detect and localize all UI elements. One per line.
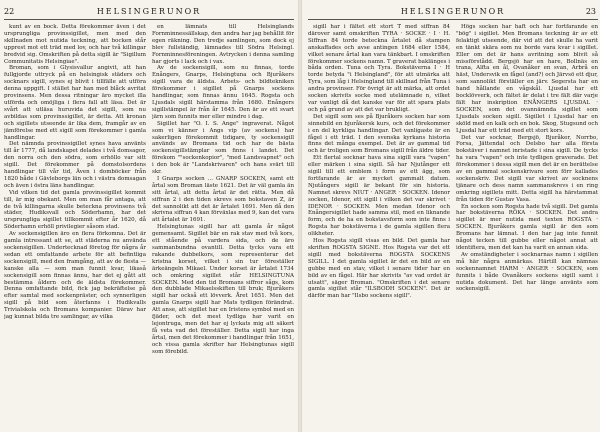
paragraph: Hos Rogsta sigill visas en bild. Det gamla har skriften ROGSTA SIGNE. Hos Rogsta var det ett sigill med bokstäverna ROGSTA SOCKENS SIGILL. I det gamla sigillet är det en bild av en gubbe med en stav, vilket i senare tider har en bild av en fågel. Här har skrivits "av vad ordet är utsatt", säger Broman. "Omskriften i det senare gamla sigillet står "ILSBODH SOCKEN". Det är därför man har "Ilsbo sockens sigill". <box>308 238 450 300</box>
right-page-number: 23 <box>585 7 596 16</box>
left-page-columns <box>4 24 294 428</box>
right-page-columns <box>308 24 598 428</box>
paragraph: Broman, som i Glysisvallur angivit, att han fullgjorde uttryck på en helsingisk städers och socknars sigill, synes ej blivit i tillfälle att utföra denna uppgift. I stället har han med blåck avritat provinsens. Men dessa ritningar äro mycket illa utförda och omöjliga i flera fall att läsa. Det är svårt att utläsa huruvida det sigill, som nu avbildas som provinssigillet, är detta. Att kronan och sigillets utseende är lika dem, framgår av en jämförelse med ett sigill som förekommer i gamla handlingar. <box>4 65 146 141</box>
paragraph: Helsingtunas sigill har att gamla år något gemensamt. Sigillet bär en rak stav med två kors, ett stående på vardera sida, och de äro sammanbundna ovantill. Detta tycks vara ett rakande dubbelkors, som representerar det kristna korset, vilket i sin tur föreställer ärkeängeln Mikael. Under korset är årtalet 1734 och omkring sigillet står HELSINGTUNA SOCKEN. Med den tid Bromans siffror sågs, kom den dubblade Mikaelsskiften till bruk; Bjuråkers sigill har också ett lövverk. Året 1651. Men det gamla Gnarps sigill har Mats tydligen förändrat. Att anse, att sigillet har en Iristens symbol med en fjäder, och det mest tydliga har varit en lejontruga, men det har ej lyckats mig att säkert få veta vad det föreställer. Detta sigill har inga årtal, men det förekommer i handlingar från 1651, och vissa gamla skrifter har Helsingtunas sigill som förebild. <box>152 224 294 355</box>
paragraph: Det nämnda provinssigillet synes hava använts till år 1777, då landskapet delades i två domsagor, den norra och den södra, som erhöllo var sitt sigill. Det förekommer på domstolsordens handlingar till vår tid, Även i domböcker från 1820 både i Gävleborgs län och i västra domsagan och även i östra läns handlingar. <box>4 141 146 189</box>
right-page <box>302 0 600 432</box>
paragraph: Högs socken har haft och har fortfarande en "bög" i sigillet. Men Bromans teckning är av ett felaktigt utseende, där vid att det skulle ha varit en tänkt skära som nu borde vara kvar i sigillet. Eller om det är hans avritning som blivit så missförstådd. Bergsjö har en hare, Bollnäs en trana, Alfta en ål, Ovanåker en svan, Arbrå en häst, Undersvik en fågel (and?) och Järvsö ett djur, som sannolikt förställer en järv. Segersta har en hand hållande en vågskål. Ljusdal har ett bocklövverk, och fältet är delat i tre fält där varje fält har inskription ENÅNGERS LJUSDAL · SOCKEN, som det ovannämnda sigillet som Ljusdals socken sigill. Sigillet i Ljusdal har en sköld med en kalk och en bok. Skog, Stugsund och Ljusdal har ett träd med ett stort kors. <box>456 24 598 134</box>
left-column-2 <box>152 24 294 428</box>
right-column-1 <box>308 24 450 428</box>
left-page-header <box>4 5 294 20</box>
left-column-1 <box>4 24 146 428</box>
paragraph: Av sockensigillen äro en flera förkomna. Det är gamla intressant att se, att städerna nu använda sockensigillen. Undertecknad företog för några år sedan ett omfattande arbete för att befintliga sockensigill, med den framgång, att av de flesta — kanske alla — som man funnit kvar, likaså sockensigill som finnas ännu, har det ej gått att bestämma åldern och de äldsta förekommer. Denna omfattande bild, fick jag bekräftelse på efter samtal med sockenpräster, och synnerligen sigill på bild som återfanns i Hudikvalls Trivialskola och Bromans kompanier. Därav har jag kunnat bilda tre samlingar, av vilka <box>4 231 146 321</box>
paragraph: Det sigill som ses på Bjuråkers socken har som sinnebild en bjuråkersk kurs, och det förekommer i en del kyrkliga handlingar. Det vanligaste är en fågel i ett träd. I den svenska kyrkans historia finns det många exempel. Det är av gammal tid och är troligen som Bromans sigill från äldre tider. <box>308 113 450 155</box>
paragraph: Det var socknar, Bergsjö, Bjuråker, Norrbo, Forsa, Jättendal och Delsbo har alla första bokstäver i namnet inristade i sina sigill. De tycks ha vara "vapen" och inte tydligen graverade. Det förekommer i dessa sigill men det är en berättelse av en gammal sockenskrivare som förr kallades sockenskriv. Det sigill var skrivet av socknens tjänare och dess namn sammanskrevs i en ring omkring sigillets mitt. Detta sigill ha härstammat från tiden för Gustav Vasa. <box>456 134 598 203</box>
paragraph: kunt av en bock. Detta förekommer även i det ursprungliga provinssigillet, men med den skillnaden mot nutida teckning, att bocken står upprest mot ett träd med lov, och har två killingar bredvid sig. Omskriften på detta sigill är "Sigillum Communitatis Helsingiae". <box>4 24 146 65</box>
paragraph: sigill har i fältet ett stort T med siffran 84 därover samt omskriften TYRA · SOCKE · I · H. Siffran 84 torde beteckna årtalet då stampen anskaffades och avse antingen 1684 eller 1584, vilket senare årtal kan vara tänkbart. I omskriften förekommer sockens namn. T graverat baklänges i båda orden. Tuna och Tyra. Bokstäverna I · H torde betyda "i Helsingland", för att utmärka att Tyra, som låg i Helsingland till skillnad från Tuna i andra provinser. För övrigt är att märka, att ordet socken skrivits socke med utelämnade n, vilket var vanligt då det kanske var för att spara plats och på grund av att det var brukligt. <box>308 24 450 113</box>
paragraph: Ett flertal socknar hava sina sigill vara "vapen" eller märken i sina sigill. Så har Njutånger ett sigill till ett emblem i form av ett ägg, som fortfarande är av mycket gammalt datum. Njutångers sigill är bekant för sin historia. Namnet skrevs NIUT · ANGER · SOCKEN. Idenor socken, Idenor, ett sigill i vilken det var skrivet · IDENOR · SOCKEN. Men medan Idenor och Enångersigillet hade samma stil, med en liknande form, och de ha en bokstavsform som inte finns i Rogsta har bokstäverna i de gamla sigillen flera olikheter. <box>308 155 450 238</box>
left-running-title: HELSINGERUNOR <box>96 7 202 16</box>
left-page-number: 22 <box>4 7 15 16</box>
paragraph: I Gnarps socken ... GNARP SOCKEN, samt ett årtal som Broman läste 1621. Det är väl gamla än sitt årtal, att detta årtal är det rätta. Men då siffran 2 i den tiden skrevs som bokstaven Z, är det sannolikt att det är årtalet 1691. Men då den skrivna siffran 4 kan förväxlas med 9, kan det vara att årtalet är 1691. <box>152 175 294 224</box>
paragraph: Vid vilken tid det gamla provinssigillet kommit till, är mig obekant. Men om man får antaga, att de två killingarna skulle beteckna provinsens två städer, Hudiksvall och Söderhamn, har det ursprungliga sigillet tillkommit efter år 1620, då Söderhamn erhöll privilegier såsom stad. <box>4 189 146 231</box>
left-page <box>0 0 298 432</box>
right-column-2 <box>456 24 598 428</box>
paragraph: Av de sockensigill, som nu finnas, torde Enångers, Gnarps, Helsingtuna och Bjuråkers sigill vara de äldsta. Arbets- och bildtekniken förekommer i sigillet på Gnarps sockens handlingar, som finnas ännu 1645. Rogsta och Ljusdals sigill härstamma från 1680. Enångers sigillstämpel är från år 1645. Den är av ett svart järn som funnits mer eller mindre i dag. <box>152 65 294 120</box>
paragraph: En socken som Rogsta hade två sigill. Det gamla har bokstäverna RÖKA · SOCKEN. Det andra sigillet är mer nutida med texten ROGSTA · SOCKEN. Bjuråkers gamla sigill är den som Bromans har lämnat. I den har jag inte funnit något tecken till gubbe eller något annat att identifiera, men det kan ha varit en annan sida. <box>456 203 598 251</box>
right-page-header <box>308 5 598 20</box>
paragraph: en lämnats till Helsinglands Fornminnessällskap, den andra har jag behållit för egen räkning. Den tredje samlingen, som dock ej blev fullständig, lämnades till Södra Helsingl. Fornminnesföreningen. Avtrycken i denna samling har gjorts i lack och i vax. <box>152 24 294 65</box>
right-running-title: HELSINGERUNOR <box>400 7 506 16</box>
paragraph: Sigillet har "O. I. S. Ange" ingraverat. Något som vi känner i Angs vip (av sockens) har sakerligen förekommit tidigare, ty sockensigill används av Bromans tid och har de bästa sockensigillstämplar som finns i landet. Det förekom ""sockenkopior", "med Landsvapnet" och i den bok är "Landskrivaren" och hans svärt till skr. <box>152 120 294 176</box>
paragraph: Av omständigheter i socknarnas namn i sigillen må här några anmärkas. Härtill kan nämnas sockennamnet HARM · ANGER · SOCKEN, som funnits i både Ovanåkers sockens sigill samt i nutida dokument. Det har länge använts som sockensigill. <box>456 251 598 293</box>
